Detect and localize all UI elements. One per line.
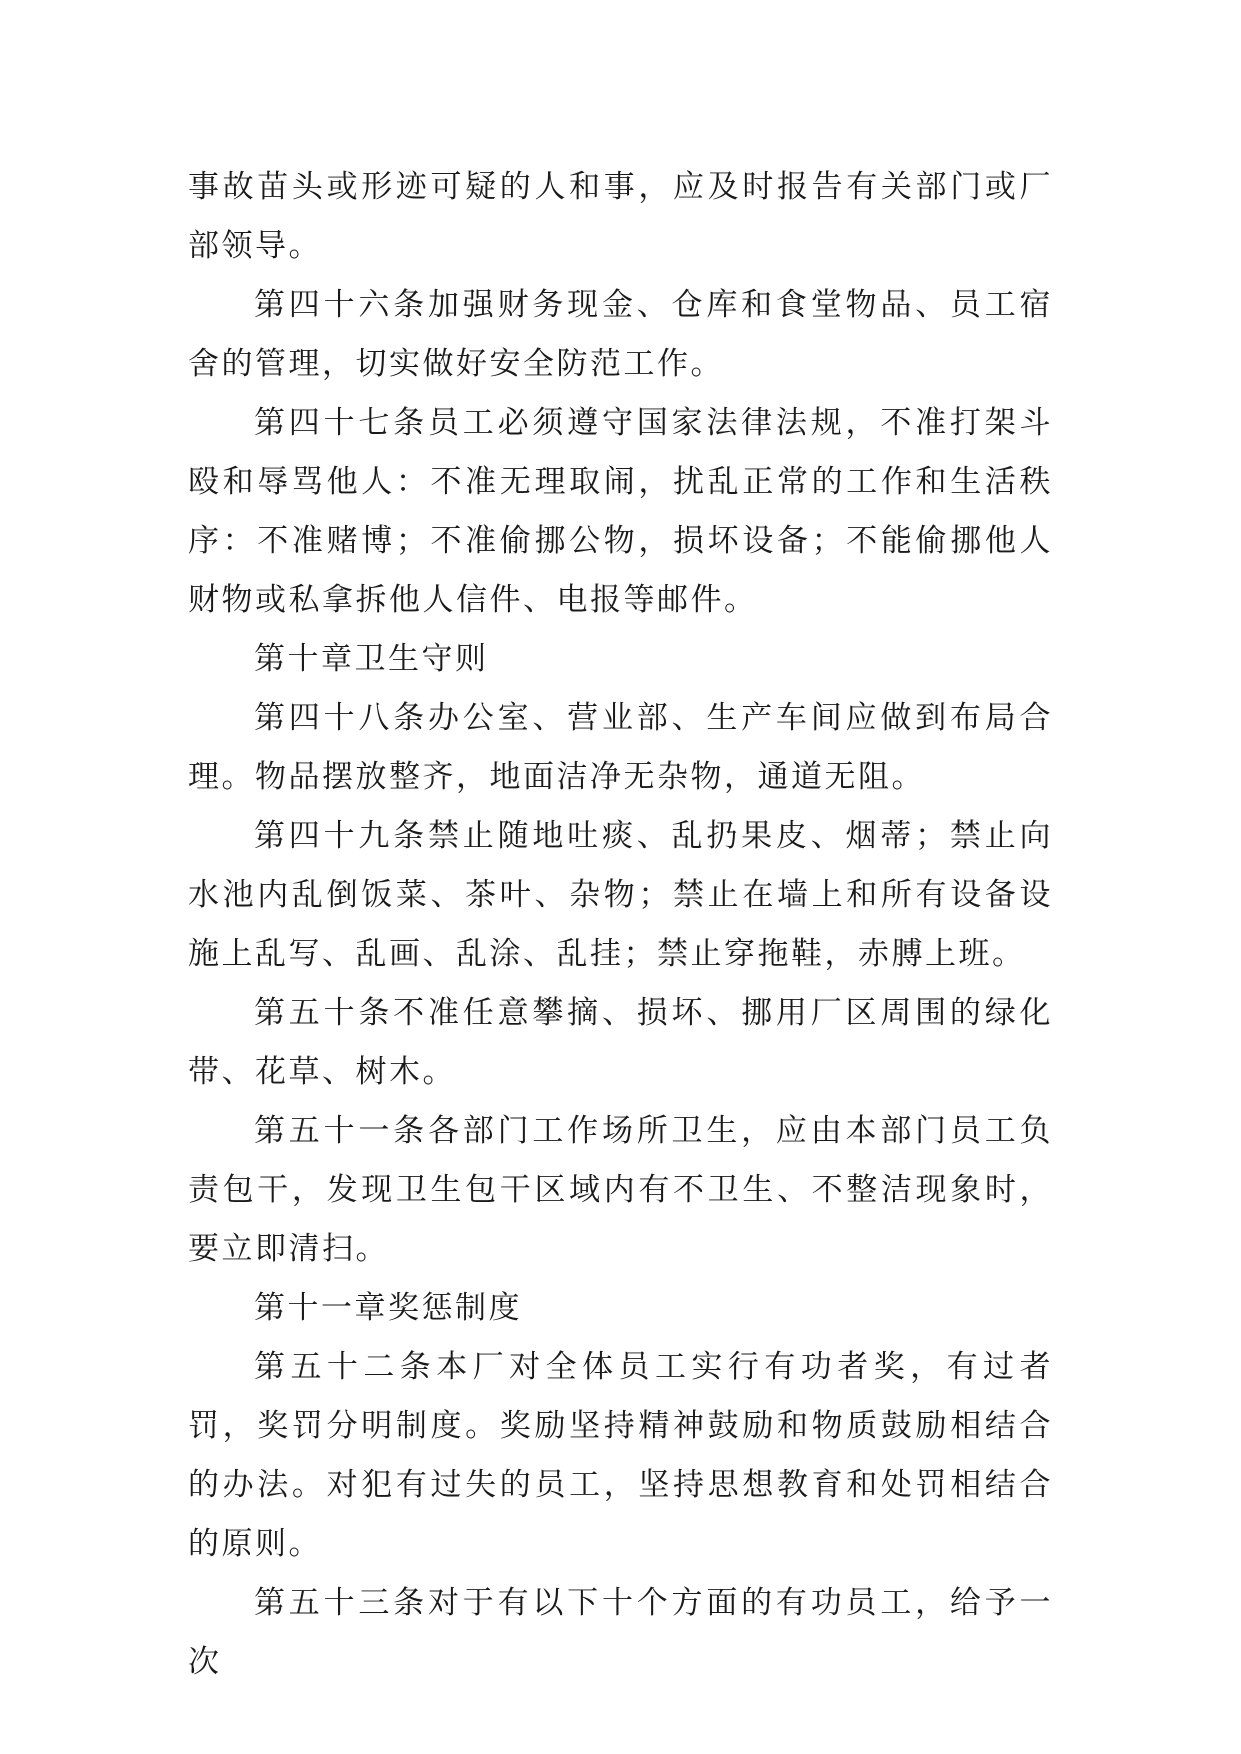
paragraph-article-46: 第四十六条加强财务现金、仓库和食堂物品、员工宿舍的管理，切实做好安全防范工作。 [188, 287, 1053, 382]
paragraph-article-52: 第五十二条本厂对全体员工实行有功者奖，有过者罚，奖罚分明制度。奖励坚持精神鼓励和物质鼓励相结合的办法。对犯有过失的员工，坚持思想教育和处罚相结合的原则。 [188, 1349, 1053, 1562]
paragraph-article-50: 第五十条不准任意攀摘、损坏、挪用厂区周围的绿化带、花草、树木。 [188, 995, 1053, 1090]
paragraph-article-47: 第四十七条员工必须遵守国家法律法规，不准打架斗殴和辱骂他人：不准无理取闹，扰乱正常的工作和生活秩序：不准赌博；不准偷挪公物，损坏设备；不能偷挪他人财物或私拿拆他人信件、电报等邮件。 [188, 405, 1053, 618]
paragraph-article-49: 第四十九条禁止随地吐痰、乱扔果皮、烟蒂；禁止向水池内乱倒饭菜、茶叶、杂物；禁止在墙上和所有设备设施上乱写、乱画、乱涂、乱挂；禁止穿拖鞋，赤膊上班。 [188, 818, 1053, 972]
document-body [188, 158, 1053, 1692]
paragraph-article-53: 第五十三条对于有以下十个方面的有功员工，给予一次 [188, 1585, 1053, 1680]
chapter-heading-11: 第十一章奖惩制度 [254, 1290, 522, 1326]
paragraph-article-48: 第四十八条办公室、营业部、生产车间应做到布局合理。物品摆放整齐，地面洁净无杂物，通道无阻。 [188, 700, 1053, 795]
paragraph: 事故苗头或形迹可疑的人和事，应及时报告有关部门或厂部领导。 [188, 169, 1053, 264]
paragraph-article-51: 第五十一条各部门工作场所卫生，应由本部门员工负责包干，发现卫生包干区域内有不卫生、不整洁现象时，要立即清扫。 [188, 1113, 1053, 1267]
chapter-heading-10: 第十章卫生守则 [254, 641, 489, 677]
